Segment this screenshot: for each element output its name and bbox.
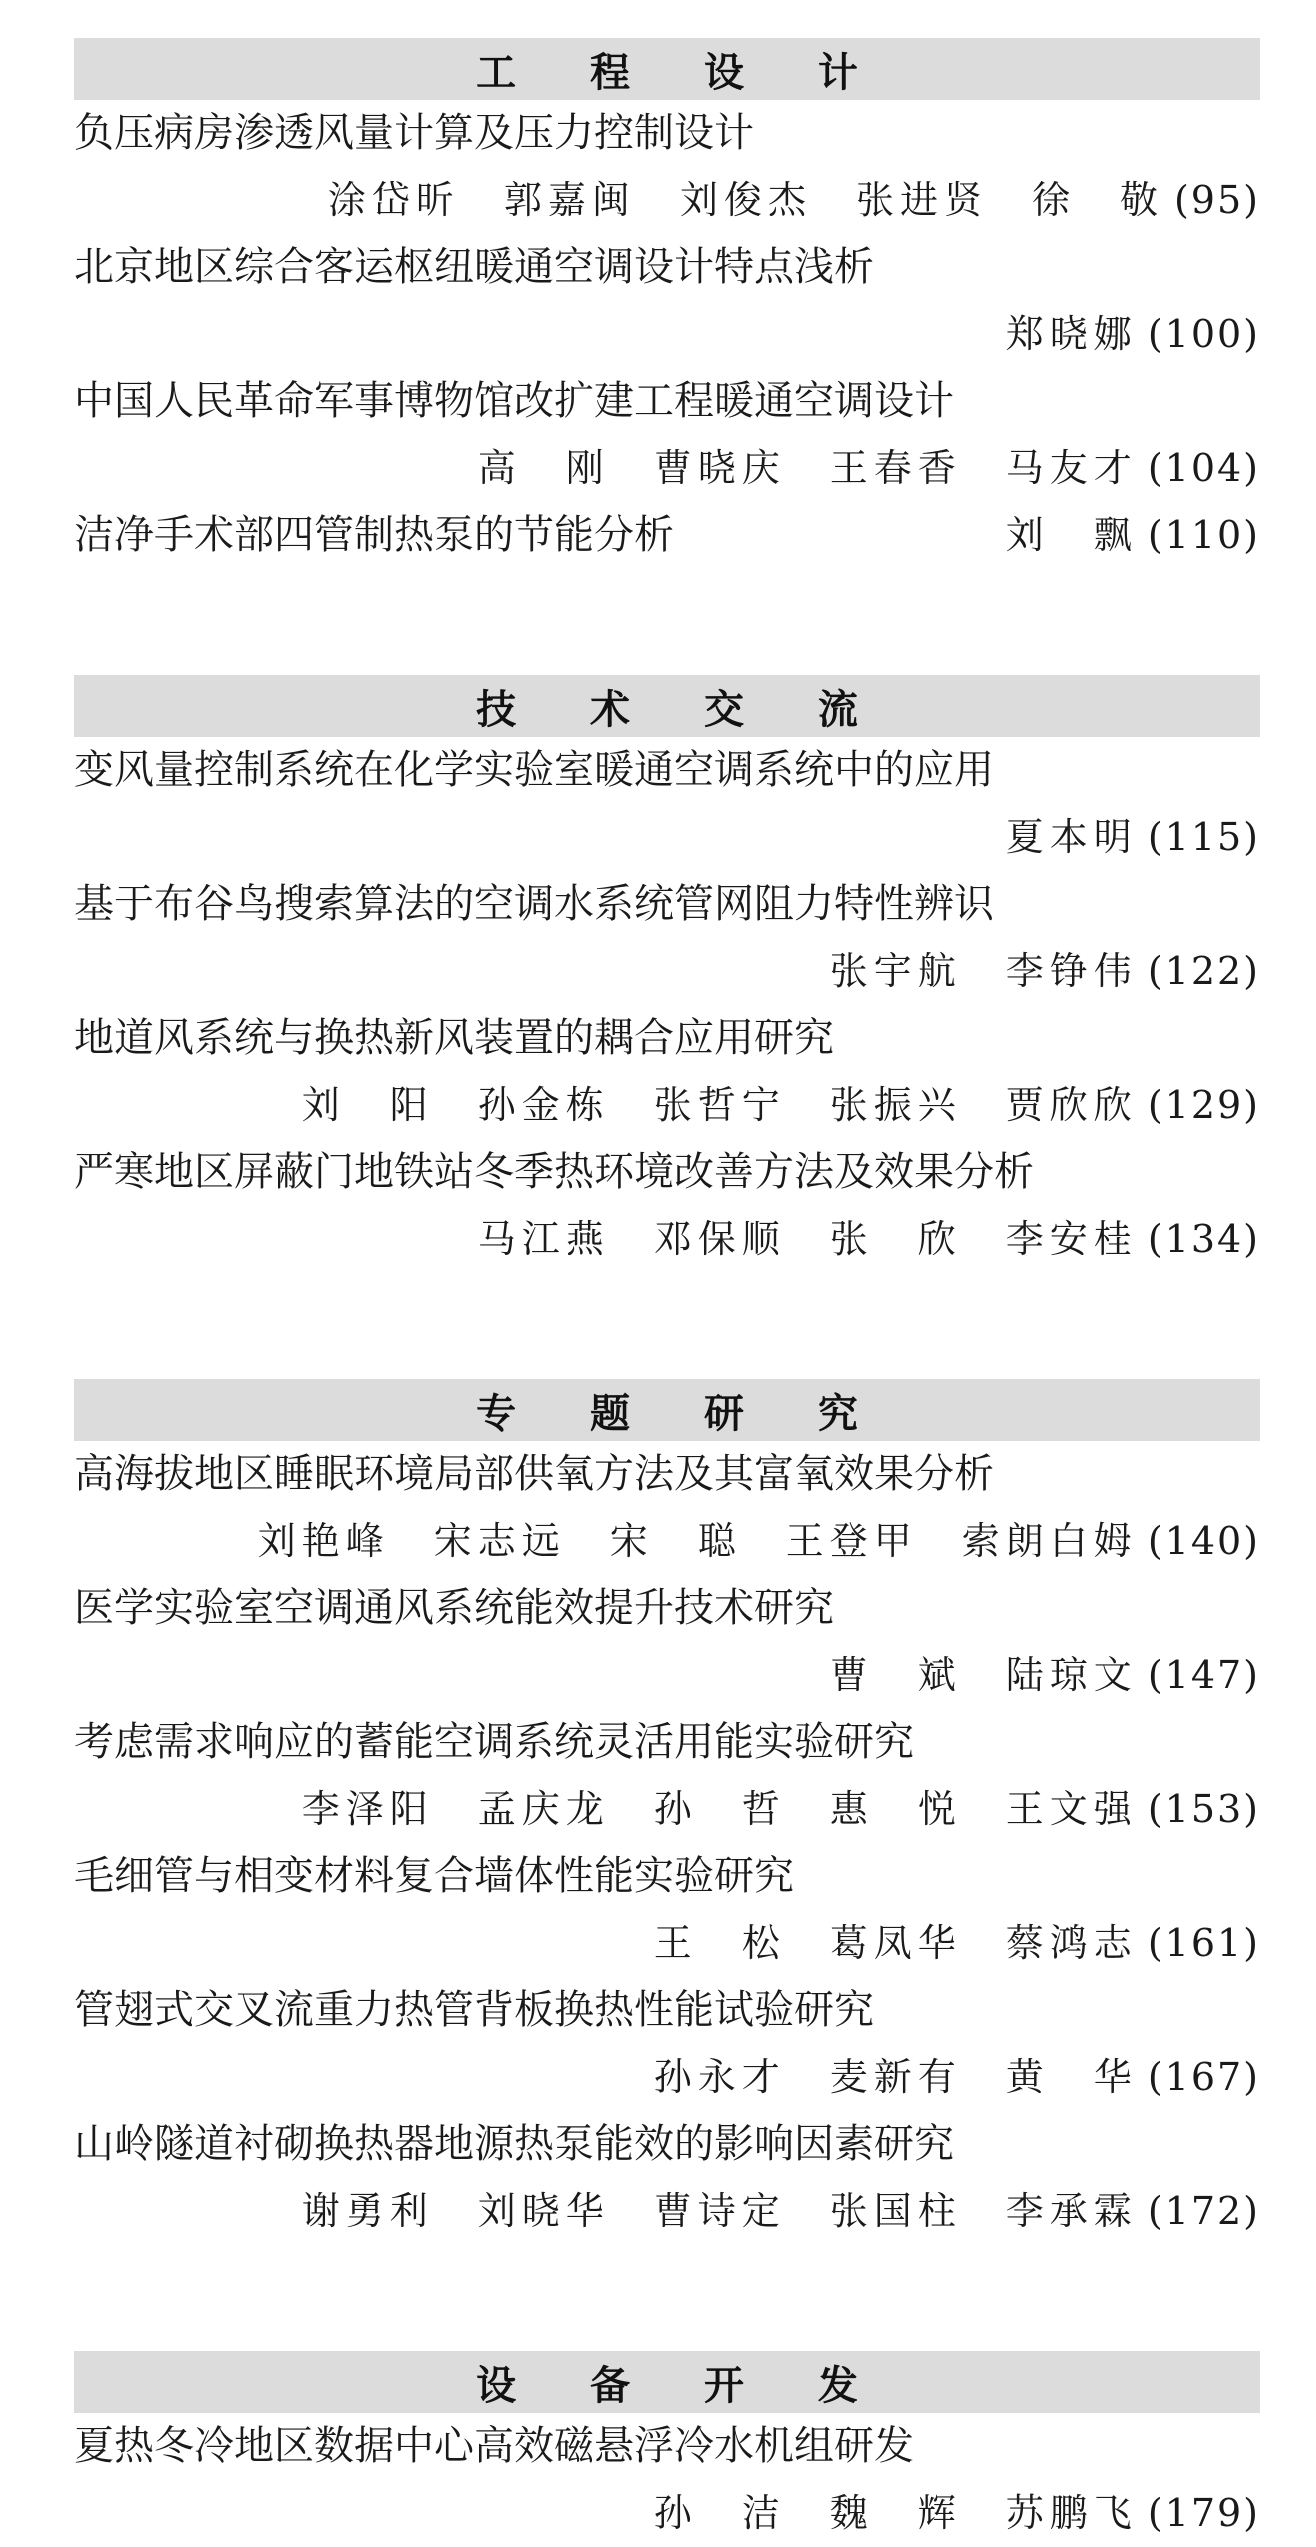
author-list xyxy=(610,2055,1138,2099)
article-title: 考虑需求响应的蓄能空调系统灵活用能实验研究 xyxy=(74,1719,914,1765)
article-meta xyxy=(74,435,1260,502)
author-name: 陆琼文 xyxy=(1005,1653,1138,1697)
section-title: 专 题 研 究 xyxy=(476,1390,888,1437)
author-list xyxy=(434,446,1138,490)
article-meta xyxy=(74,1508,1260,1575)
author-name: 李安桂 xyxy=(1005,1217,1138,1261)
author-name: 孟庆龙 xyxy=(477,1787,610,1831)
page-number: (147) xyxy=(1147,1653,1260,1697)
author-list xyxy=(962,513,1138,557)
page-number: (161) xyxy=(1147,1921,1260,1965)
author-name: 黄 华 xyxy=(1005,2055,1138,2099)
article-meta xyxy=(74,2178,1260,2245)
article-meta xyxy=(74,2480,1260,2547)
article-title: 地道风系统与换热新风装置的耦合应用研究 xyxy=(74,1015,834,1061)
author-name: 李铮伟 xyxy=(1005,949,1138,993)
author-list xyxy=(284,178,1164,222)
article-title: 变风量控制系统在化学实验室暖通空调系统中的应用 xyxy=(74,747,994,793)
author-name: 蔡鸿志 xyxy=(1005,1921,1138,1965)
author-name: 惠 悦 xyxy=(829,1787,962,1831)
toc-entry[interactable] xyxy=(74,100,1260,234)
author-name: 王文强 xyxy=(1005,1787,1138,1831)
author-name: 宋 聪 xyxy=(609,1519,742,1563)
page-number: (129) xyxy=(1147,1083,1260,1127)
author-name: 张国柱 xyxy=(829,2189,962,2233)
author-name: 贾欣欣 xyxy=(1005,1083,1138,1127)
article-meta xyxy=(962,502,1260,569)
page-number: (104) xyxy=(1147,446,1260,490)
article-meta xyxy=(74,167,1260,234)
page-number: (167) xyxy=(1147,2055,1260,2099)
article-title: 夏热冬冷地区数据中心高效磁悬浮冷水机组研发 xyxy=(74,2423,914,2469)
toc-entry[interactable] xyxy=(74,234,1260,368)
section-header xyxy=(74,675,1260,737)
article-title: 负压病房渗透风量计算及压力控制设计 xyxy=(74,110,754,156)
toc-section xyxy=(74,2351,1260,2547)
author-list xyxy=(786,949,1138,993)
author-name: 徐 敬 xyxy=(1031,178,1164,222)
section-header xyxy=(74,38,1260,100)
author-list xyxy=(258,1787,1138,1831)
page-number: (172) xyxy=(1147,2189,1260,2233)
article-title: 医学实验室空调通风系统能效提升技术研究 xyxy=(74,1585,834,1631)
section-spacer xyxy=(74,569,1260,675)
page-number: (153) xyxy=(1147,1787,1260,1831)
section-spacer xyxy=(74,1273,1260,1379)
page-number: (100) xyxy=(1147,312,1260,356)
author-name: 郑晓娜 xyxy=(1005,312,1138,356)
author-name: 刘艳峰 xyxy=(257,1519,390,1563)
section-header xyxy=(74,2351,1260,2413)
author-name: 苏鹏飞 xyxy=(1005,2491,1138,2535)
author-name: 刘晓华 xyxy=(477,2189,610,2233)
author-name: 邓保顺 xyxy=(653,1217,786,1261)
author-name: 麦新有 xyxy=(829,2055,962,2099)
section-title: 工 程 设 计 xyxy=(476,49,888,96)
toc-entry[interactable] xyxy=(74,2111,1260,2245)
author-list xyxy=(214,1519,1138,1563)
article-title: 严寒地区屏蔽门地铁站冬季热环境改善方法及效果分析 xyxy=(74,1149,1034,1195)
article-title: 基于布谷鸟搜索算法的空调水系统管网阻力特性辨识 xyxy=(74,881,994,927)
author-name: 马友才 xyxy=(1005,446,1138,490)
page-number: (110) xyxy=(1147,513,1260,557)
author-name: 曹 斌 xyxy=(829,1653,962,1697)
article-meta xyxy=(74,1206,1260,1273)
author-name: 刘 阳 xyxy=(301,1083,434,1127)
page-number: (179) xyxy=(1147,2491,1260,2535)
toc-section xyxy=(74,1379,1260,2245)
toc-entry[interactable] xyxy=(74,2413,1260,2547)
toc-entry[interactable] xyxy=(74,1575,1260,1709)
section-title: 设 备 开 发 xyxy=(476,2362,888,2409)
toc-entry[interactable] xyxy=(74,1139,1260,1273)
article-title: 毛细管与相变材料复合墙体性能实验研究 xyxy=(74,1853,794,1899)
article-meta xyxy=(74,301,1260,368)
author-name: 索朗白姆 xyxy=(961,1519,1138,1563)
article-title: 北京地区综合客运枢纽暖通空调设计特点浅析 xyxy=(74,244,874,290)
article-meta xyxy=(74,1910,1260,1977)
author-name: 宋志远 xyxy=(433,1519,566,1563)
page-number: (140) xyxy=(1147,1519,1260,1563)
author-name: 曹晓庆 xyxy=(653,446,786,490)
article-meta xyxy=(74,804,1260,871)
author-name: 张进贤 xyxy=(855,178,988,222)
section-header xyxy=(74,1379,1260,1441)
author-name: 张宇航 xyxy=(829,949,962,993)
author-name: 涂岱昕 xyxy=(327,178,460,222)
author-name: 李承霖 xyxy=(1005,2189,1138,2233)
author-name: 刘俊杰 xyxy=(679,178,812,222)
author-list xyxy=(434,1217,1138,1261)
author-list xyxy=(258,1083,1138,1127)
toc-entry[interactable] xyxy=(74,737,1260,871)
author-list xyxy=(962,312,1138,356)
author-name: 王 松 xyxy=(653,1921,786,1965)
article-meta xyxy=(74,1072,1260,1139)
toc-entry[interactable] xyxy=(74,1441,1260,1575)
section-spacer xyxy=(74,2245,1260,2351)
author-name: 郭嘉闽 xyxy=(503,178,636,222)
author-name: 王春香 xyxy=(829,446,962,490)
toc-entry[interactable] xyxy=(74,1843,1260,1977)
author-name: 高 刚 xyxy=(477,446,610,490)
article-title: 中国人民革命军事博物馆改扩建工程暖通空调设计 xyxy=(74,378,954,424)
author-name: 张振兴 xyxy=(829,1083,962,1127)
page-number: (122) xyxy=(1147,949,1260,993)
author-name: 葛凤华 xyxy=(829,1921,962,1965)
author-name: 王登甲 xyxy=(785,1519,918,1563)
author-name: 李泽阳 xyxy=(301,1787,434,1831)
table-of-contents xyxy=(74,38,1260,2547)
toc-entry[interactable] xyxy=(74,368,1260,502)
toc-entry[interactable] xyxy=(74,1977,1260,2111)
author-list xyxy=(786,1653,1138,1697)
author-name: 夏本明 xyxy=(1005,815,1138,859)
toc-entry[interactable] xyxy=(74,1005,1260,1139)
section-title: 技 术 交 流 xyxy=(476,686,888,733)
author-name: 谢勇利 xyxy=(301,2189,434,2233)
article-title: 高海拔地区睡眠环境局部供氧方法及其富氧效果分析 xyxy=(74,1451,994,1497)
author-name: 魏 辉 xyxy=(829,2491,962,2535)
toc-entry[interactable] xyxy=(74,502,1260,569)
author-name: 孙金栋 xyxy=(477,1083,610,1127)
author-list xyxy=(962,815,1138,859)
article-meta xyxy=(74,1642,1260,1709)
page-number: (95) xyxy=(1173,178,1260,222)
article-meta xyxy=(74,2044,1260,2111)
author-name: 张哲宁 xyxy=(653,1083,786,1127)
article-meta xyxy=(74,938,1260,1005)
author-list xyxy=(258,2189,1138,2233)
toc-entry[interactable] xyxy=(74,1709,1260,1843)
author-name: 孙 哲 xyxy=(653,1787,786,1831)
author-name: 孙永才 xyxy=(653,2055,786,2099)
page-number: (134) xyxy=(1147,1217,1260,1261)
article-meta xyxy=(74,1776,1260,1843)
article-title: 管翅式交叉流重力热管背板换热性能试验研究 xyxy=(74,1987,874,2033)
toc-section xyxy=(74,675,1260,1273)
author-name: 刘 飘 xyxy=(1005,513,1138,557)
author-name: 马江燕 xyxy=(477,1217,610,1261)
toc-entry[interactable] xyxy=(74,871,1260,1005)
article-title: 洁净手术部四管制热泵的节能分析 xyxy=(74,512,674,558)
toc-section xyxy=(74,38,1260,569)
article-title: 山岭隧道衬砌换热器地源热泵能效的影响因素研究 xyxy=(74,2121,954,2167)
page-number: (115) xyxy=(1147,815,1260,859)
author-list xyxy=(610,1921,1138,1965)
author-name: 曹诗定 xyxy=(653,2189,786,2233)
author-name: 张 欣 xyxy=(829,1217,962,1261)
author-name: 孙 洁 xyxy=(653,2491,786,2535)
author-list xyxy=(610,2491,1138,2535)
